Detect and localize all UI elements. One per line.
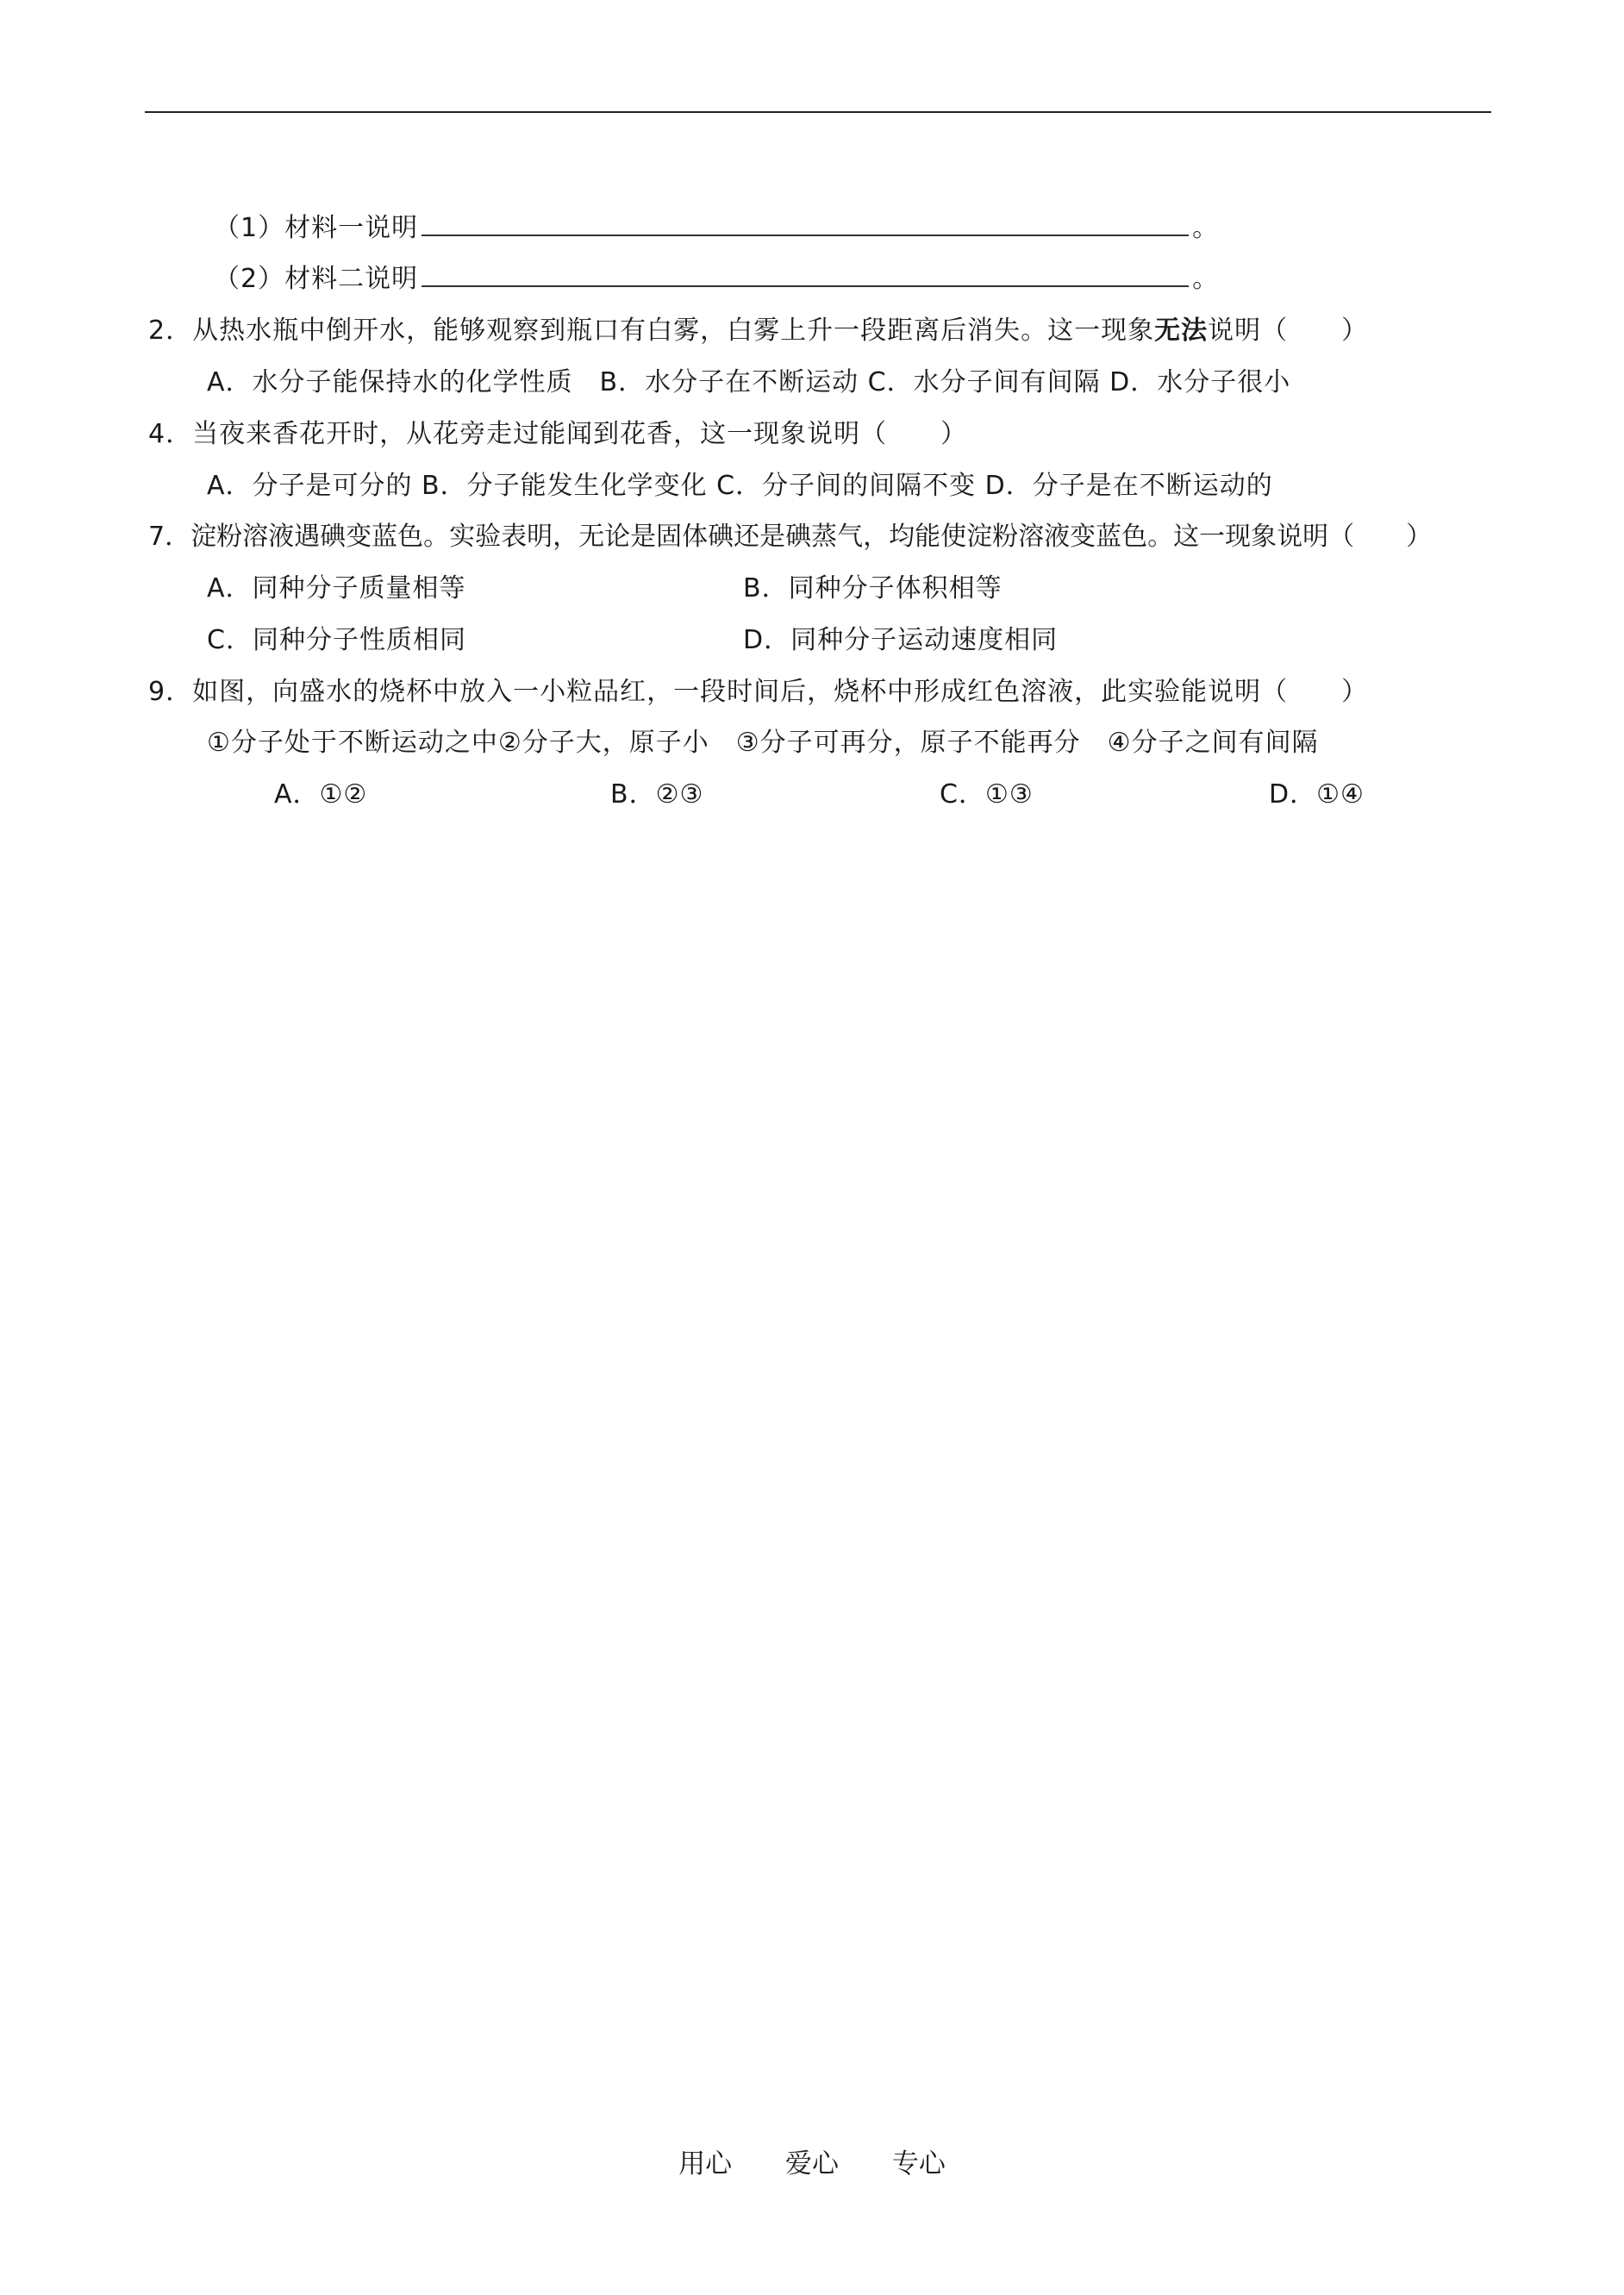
question-2-options: A．水分子能保持水的化学性质 B．水分子在不断运动 C．水分子间有间隔 D．水分子很小	[207, 367, 1291, 397]
footer-word-2: 爱心	[785, 2148, 839, 2179]
question-9-option-a: A．①②	[274, 779, 368, 810]
material-two-answer-blank[interactable]	[422, 263, 1189, 287]
question-7-option-b: B．同种分子体积相等	[743, 573, 1003, 603]
question-2-stem-emphasis: 无法	[1154, 316, 1209, 346]
question-9-option-b: B．②③	[610, 779, 704, 810]
material-one-label: （1）材料一说明	[214, 213, 419, 243]
material-one-end-mark: 。	[1192, 213, 1220, 243]
question-7-option-c: C．同种分子性质相同	[207, 625, 466, 655]
question-7-option-d: D．同种分子运动速度相同	[743, 625, 1059, 655]
question-4-stem: 4．当夜来香花开时，从花旁走过能闻到花香，这一现象说明（ ）	[148, 419, 968, 449]
question-9-option-d: D．①④	[1269, 779, 1365, 810]
material-two-line	[214, 262, 1219, 297]
question-7-stem: 7．淀粉溶液遇碘变蓝色。实验表明，无论是固体碘还是碘蒸气，均能使淀粉溶液变蓝色。这一现象说明（ ）	[148, 522, 1433, 552]
question-9-statements: ①分子处于不断运动之中②分子大，原子小 ③分子可再分，原子不能再分 ④分子之间有间隔	[207, 728, 1319, 758]
header-rule	[145, 111, 1491, 113]
material-one-line	[214, 211, 1219, 246]
page-footer	[0, 2147, 1624, 2181]
question-2-stem-before: 2．从热水瓶中倒开水，能够观察到瓶口有白雾，白雾上升一段距离后消失。这一现象	[148, 316, 1155, 346]
question-2-stem-after: 说明（ ）	[1208, 316, 1369, 346]
question-9-option-c: C．①③	[940, 779, 1034, 810]
question-9-stem: 9．如图，向盛水的烧杯中放入一小粒品红，一段时间后，烧杯中形成红色溶液，此实验能说明（ ）	[148, 677, 1369, 707]
question-7-option-a: A．同种分子质量相等	[207, 573, 466, 603]
material-two-end-mark: 。	[1192, 264, 1220, 294]
footer-word-1: 用心	[678, 2148, 733, 2179]
material-one-answer-blank[interactable]	[422, 212, 1189, 236]
question-4-options: A．分子是可分的 B．分子能发生化学变化 C．分子间的间隔不变 D．分子是在不断运动的	[207, 471, 1273, 501]
question-2-stem	[148, 314, 1368, 348]
footer-word-3: 专心	[891, 2148, 946, 2179]
material-two-label: （2）材料二说明	[214, 264, 419, 294]
